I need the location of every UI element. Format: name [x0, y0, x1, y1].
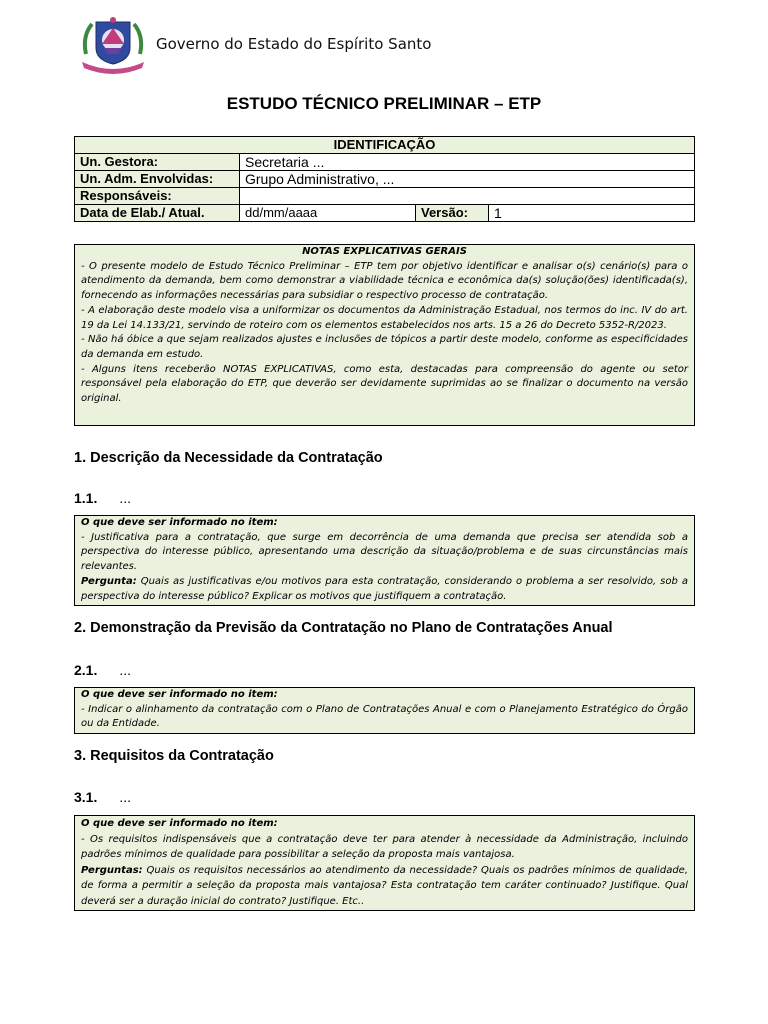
subsection-text[interactable]: ... — [119, 662, 132, 678]
question-label: Perguntas: — [81, 864, 143, 876]
question-text: Quais as justificativas e/ou motivos para esta contratação, considerando o problema a ser resolvido, sob a perspectiva do interesse público? Explicar os motivos que justifiquem a contratação. — [81, 575, 688, 602]
question-label: Pergunta: — [81, 575, 137, 587]
subsection-number: 3.1. — [74, 789, 98, 805]
note-text: - Indicar o alinhamento da contratação com o Plano de Contratações Anual e com o Planejamento Estratégico do Órgão ou da Entidade. — [81, 703, 688, 730]
note-title: O que deve ser informado no item: — [81, 689, 278, 700]
versao-label: Versão: — [416, 205, 489, 222]
general-notes-title: NOTAS EXPLICATIVAS GERAIS — [302, 246, 467, 257]
note-text: - Os requisitos indispensáveis que a contratação deve ter para atender à necessidade da Administração, incluindo padrões mínimos de qualidade para possibilitar a seleção da proposta mais vantajosa. — [81, 833, 688, 860]
responsaveis-value[interactable] — [240, 188, 695, 205]
note-text: - Justificativa para a contratação, que surge em decorrência de uma demanda que precisa ser atendida sob a perspectiva do interesse público, apresentando uma descrição da situação/problema e de suas circunstâncias mais relevantes. — [81, 531, 688, 573]
coat-of-arms-icon — [78, 14, 148, 74]
general-note-item: - Alguns itens receberão NOTAS EXPLICATIVAS, como esta, destacadas para compreensão do agente ou setor responsável pela elaboração do ETP, que deverão ser devidamente suprimidas ao se finalizar o documento na versão original. — [81, 363, 688, 405]
subsection-number: 2.1. — [74, 662, 98, 678]
general-note-item: - O presente modelo de Estudo Técnico Preliminar – ETP tem por objetivo identificar e analisar o(s) cenário(s) para o atendimento da demanda, bem como demonstrar a viabilidade técnica e econômica da(s) solução(ões) identificada(s), fornecendo as informações necessárias para subsidiar o respectivo processo de contratação. — [81, 260, 688, 302]
section-2-heading: 2. Demonstração da Previsão da Contratação no Plano de Contratações Anual — [74, 620, 613, 636]
subsection-number: 1.1. — [74, 490, 98, 506]
data-label: Data de Elab./ Atual. — [75, 205, 240, 222]
document-title: ESTUDO TÉCNICO PRELIMINAR – ETP — [226, 94, 542, 113]
un-adm-label: Un. Adm. Envolvidas: — [75, 171, 240, 188]
general-note-item: - A elaboração deste modelo visa a uniformizar os documentos da Administração Estadual, nos termos do inc. IV do art. 19 da Lei 14.133/21, servindo de roteiro com os elementos estabelecidos nos arts. 15 a 26 do Decreto 5352-R/2023. — [81, 304, 688, 331]
general-notes-box — [74, 244, 695, 426]
section-3-note-box — [74, 815, 695, 911]
un-gestora-label: Un. Gestora: — [75, 154, 240, 171]
section-1-note-box — [74, 515, 695, 606]
general-note-item: - Não há óbice a que sejam realizados ajustes e inclusões de tópicos a partir deste modelo, conforme as especificidades da demanda em estudo. — [81, 334, 688, 360]
subsection-1-1 — [74, 490, 131, 506]
subsection-2-1 — [74, 662, 131, 678]
subsection-text[interactable]: ... — [119, 789, 132, 805]
identification-table — [74, 136, 695, 222]
versao-value[interactable]: 1 — [489, 205, 695, 222]
un-gestora-value[interactable]: Secretaria ... — [240, 154, 695, 171]
note-title: O que deve ser informado no item: — [81, 517, 278, 528]
government-name: Governo do Estado do Espírito Santo — [156, 35, 432, 53]
data-value[interactable]: dd/mm/aaaa — [240, 205, 416, 222]
section-1-heading: 1. Descrição da Necessidade da Contratação — [74, 450, 383, 466]
section-2-note-box — [74, 687, 695, 734]
identification-heading: IDENTIFICAÇÃO — [75, 137, 695, 154]
responsaveis-label: Responsáveis: — [75, 188, 240, 205]
note-title: O que deve ser informado no item: — [81, 818, 278, 829]
subsection-text[interactable]: ... — [119, 490, 132, 506]
question-text: Quais os requisitos necessários ao atendimento da necessidade? Quais os padrões mínimos de qualidade, de forma a permitir a seleção da proposta mais vantajosa? Esta contratação tem caráter continuado? Justifique. Qual deverá ser a duração inicial do contrato? Justifique. Etc.. — [81, 864, 688, 907]
un-adm-value[interactable]: Grupo Administrativo, ... — [240, 171, 695, 188]
subsection-3-1 — [74, 789, 131, 805]
section-3-heading: 3. Requisitos da Contratação — [74, 748, 274, 764]
